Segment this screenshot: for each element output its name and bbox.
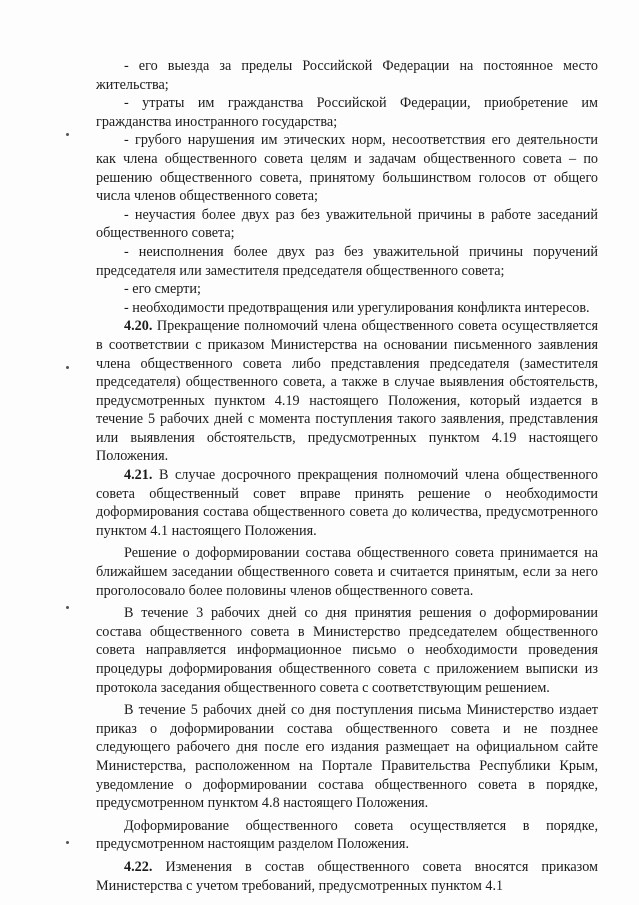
list-item: - неисполнения более двух раз без уважительной причины поручений председателя или заместителя председателя общественного совета; <box>96 243 598 279</box>
scan-speck <box>66 841 69 844</box>
list-item: - его выезда за пределы Российской Федерации на постоянное место жительства; <box>96 58 598 93</box>
paragraph: Доформирование общественного совета осуществляется в порядке, предусмотренном настоящим разделом Положения. <box>96 817 598 853</box>
scan-speck <box>66 606 69 609</box>
document-body <box>96 57 598 895</box>
clause-number: 4.22. <box>124 858 153 875</box>
paragraph-4-22 <box>96 858 598 895</box>
list-item: - утраты им гражданства Российской Федерации, приобретение им гражданства иностранного государства; <box>96 95 598 130</box>
paragraph: Решение о доформировании состава общественного совета принимается на ближайшем заседании общественного совета и считается принятым, если за него проголосовало более половины членов общественного совета. <box>96 545 598 599</box>
paragraph: В течение 3 рабочих дней со дня принятия решения о доформировании состава общественного совета в Министерство председателем общественного совета направляется информационное письмо о необходимости проведения процедуры доформирования общественного совета с приложением выписки из протокола заседания общественного совета с соответствующим решением. <box>96 605 598 696</box>
scan-speck <box>66 133 69 136</box>
list-item: - необходимости предотвращения или урегулирования конфликта интересов. <box>124 299 590 316</box>
list-item: - неучастия более двух раз без уважительной причины в работе заседаний общественного совета; <box>96 206 598 242</box>
paragraph: В течение 5 рабочих дней со дня поступления письма Министерство издает приказ о доформировании состава общественного совета и не позднее следующего рабочего дня после его издания размещает на официальном сайте Министерства, расположенном на Портале Правительства Республики Крым, уведомление о доформировании состава общественного совета в порядке, предусмотренном пунктом 4.8 настоящего Положения. <box>96 702 598 812</box>
paragraph-4-20 <box>96 317 598 466</box>
clause-number: 4.20. <box>124 318 153 335</box>
paragraph-text: Прекращение полномочий члена общественного совета осуществляется в соответствии с приказом Министерства на основании письменного заявления члена общественного совета либо представления председателя (заместителя председателя) общественного совета, а также в случае выявления обстоятельств, предусмотренных пунктом 4.19 настоящего Положения, который издается в течение 5 рабочих дней с момента поступления такого заявления, представления или выявления обстоятельств, предусмотренных пунктом 4.19 настоящего Положения. <box>96 318 598 465</box>
paragraph-text: Изменения в состав общественного совета вносятся приказом Министерства с учетом требований, предусмотренных пунктом 4.1 <box>96 858 598 894</box>
scan-speck <box>66 366 69 369</box>
list-item: - его смерти; <box>124 281 201 298</box>
paragraph-text: В случае досрочного прекращения полномочий члена общественного совета общественный совет вправе принять решение о необходимости доформирования состава общественного совета до количества, предусмотренного пунктом 4.1 настоящего Положения. <box>96 467 598 539</box>
list-item: - грубого нарушения им этических норм, несоответствия его деятельности как члена общественного совета целям и задачам общественного совета – по решению общественного совета, принятому большинством голосов от общего числа членов общественного совета; <box>96 132 598 205</box>
paragraph-4-21 <box>96 466 598 540</box>
clause-number: 4.21. <box>124 467 153 484</box>
